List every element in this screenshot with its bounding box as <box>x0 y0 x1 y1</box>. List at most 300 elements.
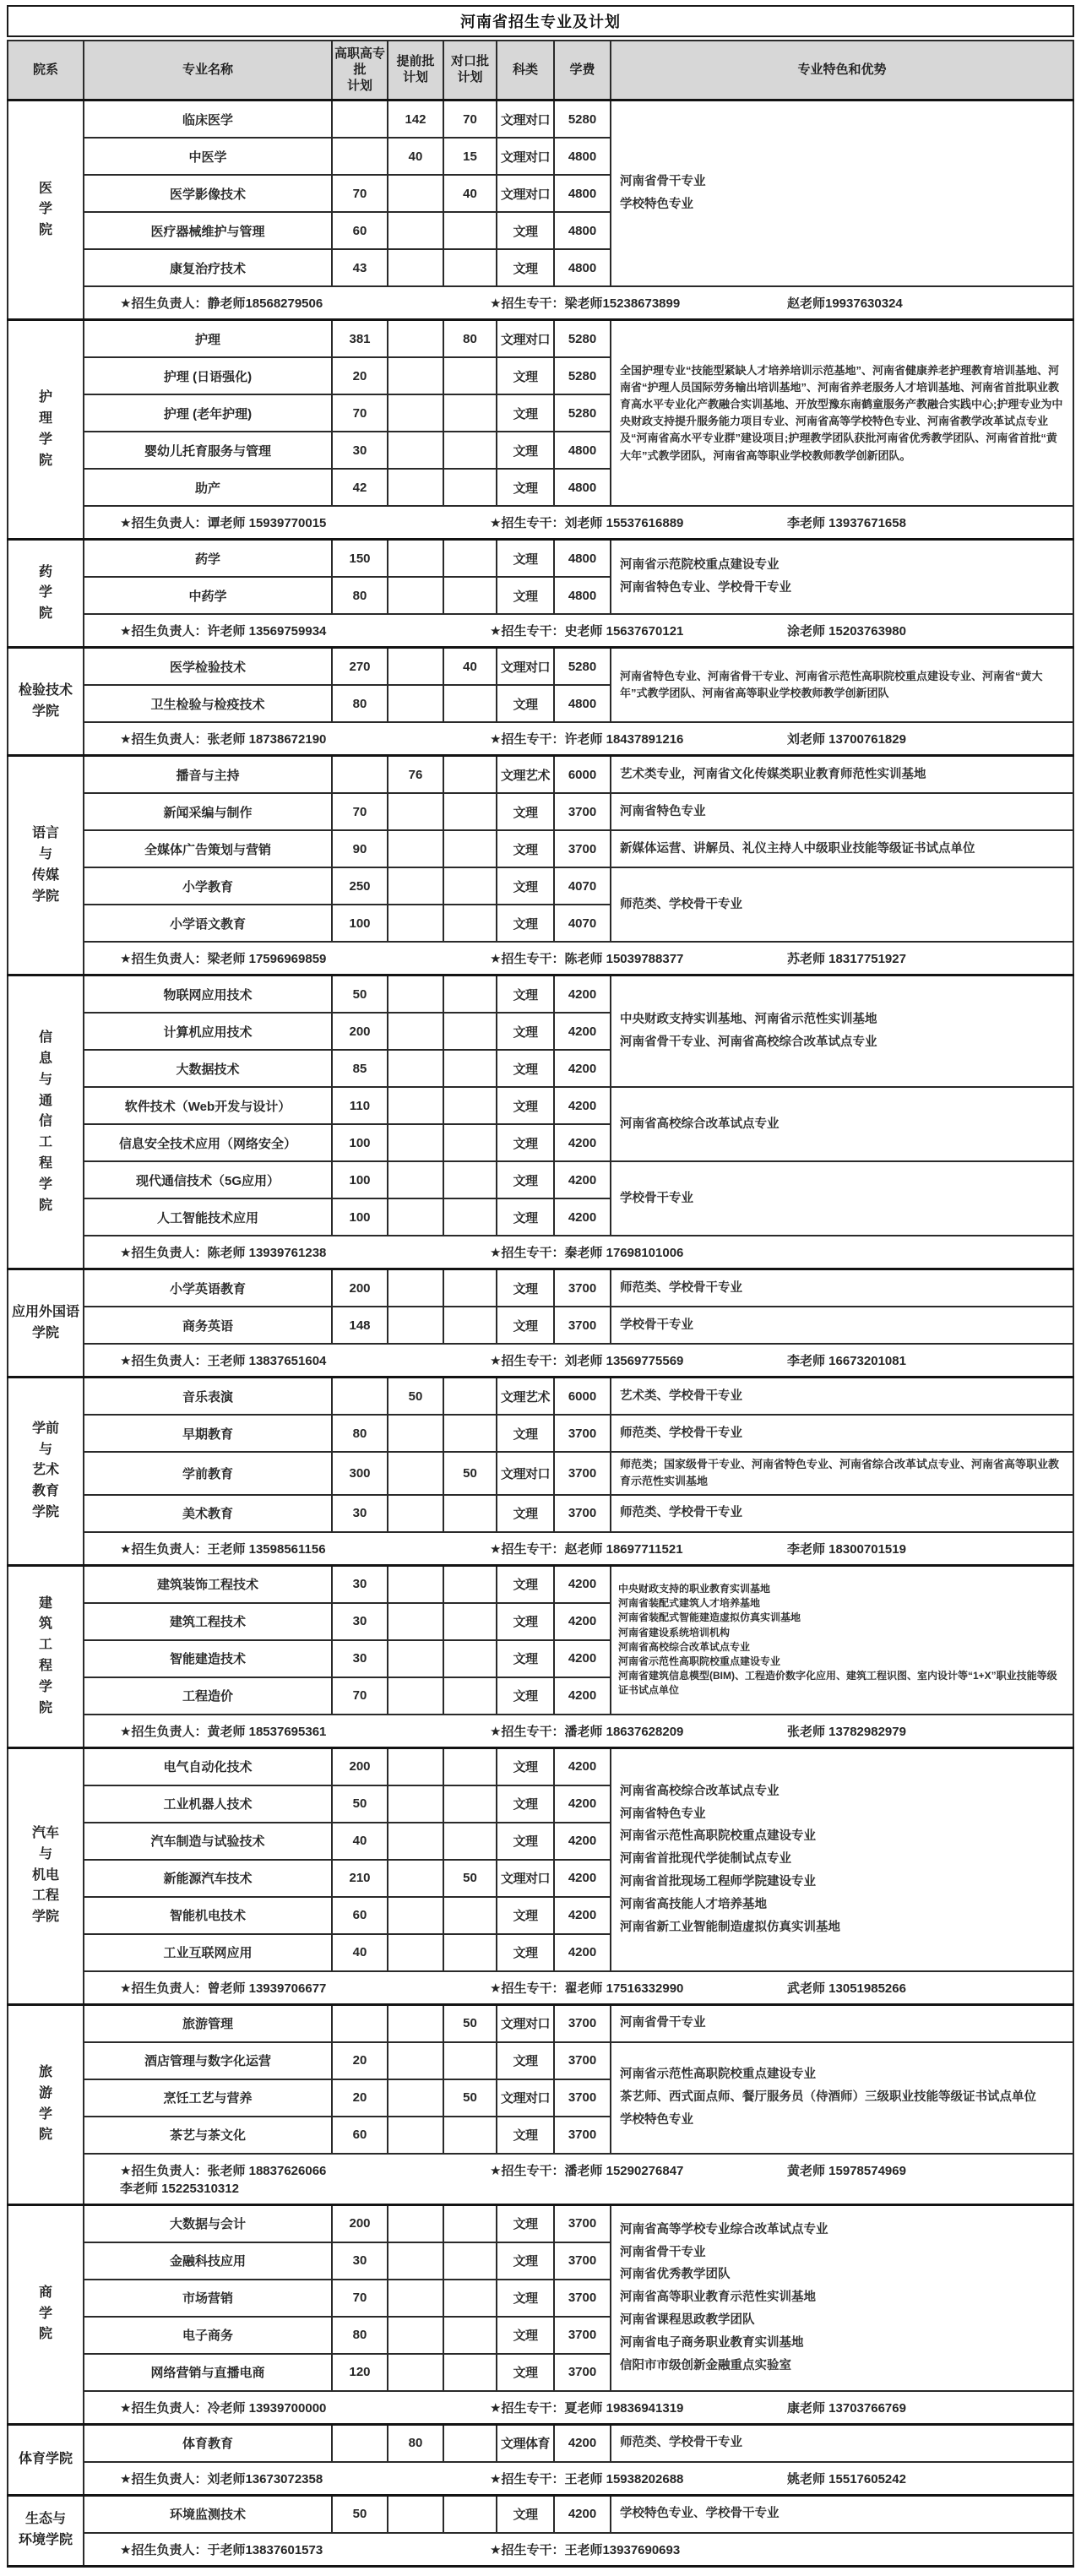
tuition-cell: 3700 <box>554 1452 611 1494</box>
major-name-cell: 播音与主持 <box>84 756 332 794</box>
gz-plan-cell: 90 <box>332 830 388 867</box>
contacts-cell <box>84 722 1073 756</box>
tuition-cell: 4200 <box>554 1934 611 1971</box>
duikou-plan-cell: 70 <box>443 101 497 139</box>
major-name-cell: 电气自动化技术 <box>84 1747 332 1785</box>
early-plan-cell <box>388 1050 443 1087</box>
duikou-plan-cell <box>443 2042 497 2079</box>
category-cell: 文理 <box>497 212 554 249</box>
features-cell: 河南省高校综合改革试点专业 河南省特色专业 河南省示范性高职院校重点建设专业 河南省首批现代学徒制试点专业 河南省首批现场工程师学院建设专业 河南省高技能人才培养基地 河南省新工业智能制造虚拟仿真实训基地 <box>611 1747 1073 1971</box>
major-name-cell: 体育教育 <box>84 2424 332 2462</box>
major-row <box>8 830 1073 867</box>
gz-plan-cell: 80 <box>332 685 388 722</box>
tuition-cell: 4200 <box>554 1785 611 1823</box>
early-plan-cell <box>388 2079 443 2117</box>
features-cell: 河南省特色专业 <box>611 793 1073 830</box>
major-name-cell: 软件技术（Web开发与设计） <box>84 1087 332 1124</box>
category-cell: 文理 <box>497 577 554 614</box>
major-name-cell: 智能建造技术 <box>84 1640 332 1677</box>
features-cell: 艺术类、学校骨干专业 <box>611 1378 1073 1416</box>
features-cell: 河南省示范院校重点建设专业 河南省特色专业、学校骨干专业 <box>611 540 1073 615</box>
major-row <box>8 1565 1073 1603</box>
major-row <box>8 756 1073 794</box>
category-cell: 文理对口 <box>497 320 554 358</box>
early-plan-cell <box>388 1677 443 1715</box>
recruit-specialist: ★招生专干：翟老师 17516332990 <box>490 1981 684 1996</box>
duikou-plan-cell <box>443 1934 497 1971</box>
category-cell: 文理对口 <box>497 2004 554 2042</box>
early-plan-cell <box>388 1013 443 1050</box>
duikou-plan-cell <box>443 685 497 722</box>
college-name: 应用外国语 学院 <box>8 1269 84 1378</box>
category-cell: 文理 <box>497 1124 554 1161</box>
major-name-cell: 工程造价 <box>84 1677 332 1715</box>
duikou-plan-cell <box>443 1198 497 1236</box>
tuition-cell: 3700 <box>554 2317 611 2354</box>
early-plan-cell <box>388 905 443 942</box>
tuition-cell: 4070 <box>554 905 611 942</box>
duikou-plan-cell <box>443 1603 497 1640</box>
category-cell: 文理 <box>497 2495 554 2533</box>
duikou-plan-cell: 50 <box>443 2079 497 2117</box>
duikou-plan-cell <box>443 1013 497 1050</box>
early-plan-cell <box>388 1269 443 1307</box>
section-体育学院 <box>8 2424 1073 2495</box>
tuition-cell: 5280 <box>554 394 611 432</box>
early-plan-cell <box>388 867 443 905</box>
major-name-cell: 临床医学 <box>84 101 332 139</box>
category-cell: 文理体育 <box>497 2424 554 2462</box>
column-header-5: 科类 <box>497 41 554 101</box>
duikou-plan-cell <box>443 1640 497 1677</box>
major-name-cell: 建筑工程技术 <box>84 1603 332 1640</box>
early-plan-cell <box>388 976 443 1014</box>
category-cell: 文理对口 <box>497 648 554 686</box>
category-cell: 文理 <box>497 1785 554 1823</box>
contacts-row <box>8 614 1073 648</box>
recruit-specialist: ★招生专干：潘老师 18637628209 <box>490 1724 684 1739</box>
tuition-cell: 4200 <box>554 1640 611 1677</box>
gz-plan-cell: 20 <box>332 2079 388 2117</box>
gz-plan-cell: 60 <box>332 2117 388 2154</box>
gz-plan-cell <box>332 138 388 175</box>
category-cell: 文理 <box>497 2317 554 2354</box>
tuition-cell: 4200 <box>554 2424 611 2462</box>
contacts-cell <box>84 1532 1073 1566</box>
early-plan-cell: 142 <box>388 101 443 139</box>
tuition-cell: 3700 <box>554 2079 611 2117</box>
early-plan-cell: 80 <box>388 2424 443 2462</box>
duikou-plan-cell <box>443 867 497 905</box>
tuition-cell: 4200 <box>554 1565 611 1603</box>
major-name-cell: 现代通信技术（5G应用） <box>84 1161 332 1198</box>
early-plan-cell <box>388 2004 443 2042</box>
category-cell: 文理 <box>497 2242 554 2280</box>
duikou-plan-cell <box>443 540 497 578</box>
recruit-specialist: ★招生专干：许老师 18437891216 <box>490 732 684 747</box>
tuition-cell: 4200 <box>554 1823 611 1860</box>
features-cell: 师范类、学校骨干专业 <box>611 867 1073 942</box>
tuition-cell: 5280 <box>554 648 611 686</box>
recruit-leader: ★招生负责人：许老师 13569759934 <box>120 624 327 639</box>
duikou-plan-cell <box>443 2354 497 2391</box>
major-name-cell: 早期教育 <box>84 1415 332 1452</box>
major-name-cell: 人工智能技术应用 <box>84 1198 332 1236</box>
category-cell: 文理艺术 <box>497 756 554 794</box>
category-cell: 文理 <box>497 1161 554 1198</box>
major-name-cell: 卫生检验与检疫技术 <box>84 685 332 722</box>
major-row <box>8 2424 1073 2462</box>
early-plan-cell <box>388 1495 443 1532</box>
recruit-extra-contact: 刘老师 13700761829 <box>787 732 906 747</box>
duikou-plan-cell <box>443 1087 497 1124</box>
major-name-cell: 大数据与会计 <box>84 2204 332 2242</box>
column-header-4: 对口批 计划 <box>443 41 497 101</box>
gz-plan-cell: 50 <box>332 976 388 1014</box>
contacts-cell <box>84 1344 1073 1378</box>
recruit-specialist: ★招生专干：梁老师15238673899 <box>490 296 681 312</box>
early-plan-cell <box>388 1640 443 1677</box>
category-cell: 文理 <box>497 2354 554 2391</box>
gz-plan-cell: 20 <box>332 2042 388 2079</box>
tuition-cell: 4200 <box>554 1050 611 1087</box>
tuition-cell: 3700 <box>554 2354 611 2391</box>
category-cell: 文理对口 <box>497 101 554 139</box>
major-name-cell: 智能机电技术 <box>84 1897 332 1934</box>
duikou-plan-cell <box>443 1897 497 1934</box>
category-cell: 文理对口 <box>497 138 554 175</box>
gz-plan-cell: 30 <box>332 2242 388 2280</box>
early-plan-cell <box>388 1415 443 1452</box>
recruit-extra-contact: 涂老师 15203763980 <box>787 624 906 639</box>
major-name-cell: 医学检验技术 <box>84 648 332 686</box>
section-学前与艺术教育学院 <box>8 1378 1073 1565</box>
major-row <box>8 1495 1073 1532</box>
section-旅游学院 <box>8 2004 1073 2204</box>
tuition-cell: 4200 <box>554 1161 611 1198</box>
features-cell: 河南省特色专业、河南省骨干专业、河南省示范性高职院校重点建设专业、河南省“黄大年”式教学团队、河南省高等职业学校教师教学创新团队 <box>611 648 1073 723</box>
gz-plan-cell: 300 <box>332 1452 388 1494</box>
contacts-row <box>8 1532 1073 1566</box>
features-cell: 学校骨干专业 <box>611 1161 1073 1236</box>
college-name: 汽车 与 机电 工程 学院 <box>8 1747 84 2004</box>
gz-plan-cell: 270 <box>332 648 388 686</box>
major-row <box>8 793 1073 830</box>
gz-plan-cell: 40 <box>332 1934 388 1971</box>
category-cell: 文理 <box>497 867 554 905</box>
duikou-plan-cell <box>443 2495 497 2533</box>
recruit-leader: ★招生负责人：曾老师 13939706677 <box>120 1981 327 1996</box>
gz-plan-cell: 148 <box>332 1307 388 1344</box>
gz-plan-cell: 70 <box>332 394 388 432</box>
gz-plan-cell: 60 <box>332 212 388 249</box>
duikou-plan-cell <box>443 1415 497 1452</box>
major-row <box>8 540 1073 578</box>
early-plan-cell <box>388 1785 443 1823</box>
duikou-plan-cell: 80 <box>443 320 497 358</box>
contacts-cell <box>84 942 1073 976</box>
major-row <box>8 1269 1073 1307</box>
category-cell: 文理 <box>497 685 554 722</box>
features-cell: 师范类、学校骨干专业 <box>611 2424 1073 2462</box>
tuition-cell: 3700 <box>554 2117 611 2154</box>
features-cell: 学校特色专业、学校骨干专业 <box>611 2495 1073 2533</box>
gz-plan-cell: 200 <box>332 1747 388 1785</box>
recruit-specialist: ★招生专干：史老师 15637670121 <box>490 624 684 639</box>
category-cell: 文理 <box>497 976 554 1014</box>
major-row <box>8 1087 1073 1124</box>
recruit-extra-contact: 李老师 16673201081 <box>787 1354 906 1369</box>
major-row <box>8 101 1073 139</box>
section-应用外国语学院 <box>8 1269 1073 1378</box>
category-cell: 文理对口 <box>497 1860 554 1897</box>
category-cell: 文理 <box>497 1747 554 1785</box>
early-plan-cell <box>388 469 443 506</box>
college-name: 建 筑 工 程 学 院 <box>8 1565 84 1747</box>
category-cell: 文理 <box>497 905 554 942</box>
category-cell: 文理 <box>497 1013 554 1050</box>
duikou-plan-cell <box>443 1050 497 1087</box>
gz-plan-cell: 100 <box>332 905 388 942</box>
category-cell: 文理对口 <box>497 2079 554 2117</box>
features-cell: 中央财政支持实训基地、河南省示范性实训基地 河南省骨干专业、河南省高校综合改革试点专业 <box>611 976 1073 1088</box>
category-cell: 文理 <box>497 540 554 578</box>
category-cell: 文理 <box>497 2204 554 2242</box>
major-name-cell: 工业互联网应用 <box>84 1934 332 1971</box>
tuition-cell: 3700 <box>554 830 611 867</box>
duikou-plan-cell <box>443 1785 497 1823</box>
tuition-cell: 4200 <box>554 976 611 1014</box>
duikou-plan-cell <box>443 793 497 830</box>
features-cell: 中央财政支持的职业教育实训基地 河南省装配式建筑人才培养基地 河南省装配式智能建造虚拟仿真实训基地 河南省建设系统培训机构 河南省高校综合改革试点专业 河南省示范性高职院校重点建设专业 河南省建筑信息模型(BIM)、工程造价数字化应用、建筑工程识图、室内设计等“1+X”职业技能等级证书试点单位 <box>611 1565 1073 1715</box>
column-header-6: 学费 <box>554 41 611 101</box>
early-plan-cell <box>388 1124 443 1161</box>
tuition-cell: 6000 <box>554 1378 611 1416</box>
tuition-cell: 3700 <box>554 1415 611 1452</box>
tuition-cell: 4800 <box>554 540 611 578</box>
major-row <box>8 2042 1073 2079</box>
category-cell: 文理 <box>497 1823 554 1860</box>
gz-plan-cell <box>332 1378 388 1416</box>
major-name-cell: 小学语文教育 <box>84 905 332 942</box>
major-name-cell: 酒店管理与数字化运营 <box>84 2042 332 2079</box>
college-name: 药 学 院 <box>8 540 84 648</box>
gz-plan-cell: 70 <box>332 793 388 830</box>
gz-plan-cell: 70 <box>332 175 388 212</box>
tuition-cell: 3700 <box>554 2204 611 2242</box>
category-cell: 文理 <box>497 1640 554 1677</box>
category-cell: 文理 <box>497 2042 554 2079</box>
duikou-plan-cell <box>443 394 497 432</box>
college-name: 护 理 学 院 <box>8 320 84 540</box>
early-plan-cell <box>388 394 443 432</box>
duikou-plan-cell <box>443 1495 497 1532</box>
recruit-leader: ★招生负责人：刘老师13673072358 <box>120 2471 323 2486</box>
early-plan-cell <box>388 1823 443 1860</box>
major-name-cell: 工业机器人技术 <box>84 1785 332 1823</box>
duikou-plan-cell <box>443 212 497 249</box>
major-name-cell: 护理 <box>84 320 332 358</box>
tuition-cell: 5280 <box>554 101 611 139</box>
section-检验技术学院 <box>8 648 1073 756</box>
features-cell: 师范类、学校骨干专业 <box>611 1415 1073 1452</box>
section-信息与通信工程学院 <box>8 976 1073 1269</box>
category-cell: 文理 <box>497 1603 554 1640</box>
duikou-plan-cell <box>443 469 497 506</box>
gz-plan-cell: 70 <box>332 2280 388 2317</box>
tuition-cell: 4800 <box>554 175 611 212</box>
major-name-cell: 护理 (老年护理) <box>84 394 332 432</box>
gz-plan-cell: 80 <box>332 1415 388 1452</box>
features-cell: 河南省示范性高职院校重点建设专业 茶艺师、西式面点师、餐厅服务员（侍酒师）三级职业技能等级证书试点单位 学校特色专业 <box>611 2042 1073 2154</box>
category-cell: 文理 <box>497 1934 554 1971</box>
section-建筑工程学院 <box>8 1565 1073 1747</box>
duikou-plan-cell <box>443 756 497 794</box>
section-生态与环境学院 <box>8 2495 1073 2566</box>
contacts-cell <box>84 1971 1073 2005</box>
recruit-leader: ★招生负责人：冷老师 13939700000 <box>120 2400 327 2416</box>
duikou-plan-cell: 50 <box>443 1860 497 1897</box>
recruit-leader: ★招生负责人：陈老师 13939761238 <box>120 1246 327 1261</box>
early-plan-cell <box>388 830 443 867</box>
major-name-cell: 新能源汽车技术 <box>84 1860 332 1897</box>
major-name-cell: 商务英语 <box>84 1307 332 1344</box>
early-plan-cell <box>388 320 443 358</box>
duikou-plan-cell <box>443 249 497 286</box>
gz-plan-cell: 50 <box>332 2495 388 2533</box>
recruit-specialist: ★招生专干：王老师13937690693 <box>490 2542 681 2557</box>
category-cell: 文理 <box>497 432 554 469</box>
enrollment-table <box>7 40 1074 2568</box>
gz-plan-cell <box>332 101 388 139</box>
college-name: 商 学 院 <box>8 2204 84 2424</box>
gz-plan-cell: 30 <box>332 1640 388 1677</box>
tuition-cell: 3700 <box>554 1495 611 1532</box>
college-name: 旅 游 学 院 <box>8 2004 84 2204</box>
early-plan-cell <box>388 1565 443 1603</box>
recruit-extra-contact: 黄老师 15978574969 <box>787 2163 906 2178</box>
recruit-leader: ★招生负责人：张老师 18837626066 <box>120 2163 327 2178</box>
gz-plan-cell: 210 <box>332 1860 388 1897</box>
category-cell: 文理 <box>497 1307 554 1344</box>
features-cell: 河南省高等学校专业综合改革试点专业 河南省骨干专业 河南省优秀教学团队 河南省高等职业教育示范性实训基地 河南省课程思政教学团队 河南省电子商务职业教育实训基地 信阳市市级创新金融重点实验室 <box>611 2204 1073 2391</box>
tuition-cell: 4800 <box>554 138 611 175</box>
category-cell: 文理 <box>497 2280 554 2317</box>
major-name-cell: 新闻采编与制作 <box>84 793 332 830</box>
major-name-cell: 全媒体广告策划与营销 <box>84 830 332 867</box>
tuition-cell: 4800 <box>554 249 611 286</box>
contacts-cell <box>84 2533 1073 2567</box>
gz-plan-cell: 100 <box>332 1161 388 1198</box>
major-row <box>8 1452 1073 1494</box>
duikou-plan-cell <box>443 432 497 469</box>
column-header-0: 院系 <box>8 41 84 101</box>
early-plan-cell <box>388 793 443 830</box>
features-cell: 河南省骨干专业 学校特色专业 <box>611 101 1073 287</box>
tuition-cell: 4200 <box>554 1124 611 1161</box>
gz-plan-cell: 30 <box>332 1495 388 1532</box>
category-cell: 文理 <box>497 1050 554 1087</box>
duikou-plan-cell <box>443 1161 497 1198</box>
features-cell: 艺术类专业，河南省文化传媒类职业教育师范性实训基地 <box>611 756 1073 794</box>
section-汽车与机电工程学院 <box>8 1747 1073 2004</box>
duikou-plan-cell: 15 <box>443 138 497 175</box>
contacts-row <box>8 1236 1073 1269</box>
recruit-extra-contact: 李老师 15225310312 <box>120 2181 239 2196</box>
features-cell: 新媒体运营、讲解员、礼仪主持人中级职业技能等级证书试点单位 <box>611 830 1073 867</box>
early-plan-cell <box>388 1161 443 1198</box>
tuition-cell: 3700 <box>554 2280 611 2317</box>
duikou-plan-cell <box>443 2424 497 2462</box>
category-cell: 文理 <box>497 793 554 830</box>
page-title: 河南省招生专业及计划 <box>7 5 1074 37</box>
tuition-cell: 3700 <box>554 2004 611 2042</box>
major-row <box>8 976 1073 1014</box>
early-plan-cell <box>388 2242 443 2280</box>
recruit-extra-contact: 李老师 13937671658 <box>787 516 906 531</box>
contacts-cell <box>84 614 1073 648</box>
duikou-plan-cell: 40 <box>443 175 497 212</box>
early-plan-cell <box>388 432 443 469</box>
recruit-extra-contact: 苏老师 18317751927 <box>787 952 906 967</box>
category-cell: 文理对口 <box>497 1452 554 1494</box>
early-plan-cell <box>388 2495 443 2533</box>
college-name: 体育学院 <box>8 2424 84 2495</box>
recruit-extra-contact: 李老师 18300701519 <box>787 1541 906 1557</box>
tuition-cell: 4800 <box>554 685 611 722</box>
category-cell: 文理 <box>497 830 554 867</box>
recruit-leader: ★招生负责人：于老师13837601573 <box>120 2542 323 2557</box>
major-name-cell: 环境监测技术 <box>84 2495 332 2533</box>
recruit-specialist: ★招生专干：秦老师 17698101006 <box>490 1246 684 1261</box>
recruit-extra-contact: 张老师 13782982979 <box>787 1724 906 1739</box>
features-cell: 师范类、学校骨干专业 <box>611 1269 1073 1307</box>
major-name-cell: 康复治疗技术 <box>84 249 332 286</box>
duikou-plan-cell <box>443 577 497 614</box>
early-plan-cell <box>388 1603 443 1640</box>
duikou-plan-cell <box>443 1269 497 1307</box>
major-name-cell: 医学影像技术 <box>84 175 332 212</box>
early-plan-cell <box>388 1934 443 1971</box>
recruit-extra-contact: 姚老师 15517605242 <box>787 2471 906 2486</box>
tuition-cell: 4200 <box>554 1747 611 1785</box>
tuition-cell: 4200 <box>554 1198 611 1236</box>
contacts-cell <box>84 506 1073 540</box>
tuition-cell: 4800 <box>554 469 611 506</box>
duikou-plan-cell: 40 <box>443 648 497 686</box>
recruit-specialist: ★招生专干：刘老师 13569775569 <box>490 1354 684 1369</box>
duikou-plan-cell <box>443 2242 497 2280</box>
gz-plan-cell: 50 <box>332 1785 388 1823</box>
tuition-cell: 4200 <box>554 1860 611 1897</box>
section-护理学院 <box>8 320 1073 540</box>
contacts-cell <box>84 2462 1073 2496</box>
duikou-plan-cell <box>443 1565 497 1603</box>
major-name-cell: 物联网应用技术 <box>84 976 332 1014</box>
early-plan-cell <box>388 1897 443 1934</box>
recruit-leader: ★招生负责人：梁老师 17596969859 <box>120 952 327 967</box>
tuition-cell: 3700 <box>554 1307 611 1344</box>
major-row <box>8 2495 1073 2533</box>
contacts-cell <box>84 286 1073 320</box>
column-header-2: 高职高专批 计划 <box>332 41 388 101</box>
early-plan-cell <box>388 2280 443 2317</box>
duikou-plan-cell <box>443 1823 497 1860</box>
contacts-row <box>8 2533 1073 2567</box>
contacts-row <box>8 506 1073 540</box>
major-name-cell: 小学英语教育 <box>84 1269 332 1307</box>
major-name-cell: 大数据技术 <box>84 1050 332 1087</box>
